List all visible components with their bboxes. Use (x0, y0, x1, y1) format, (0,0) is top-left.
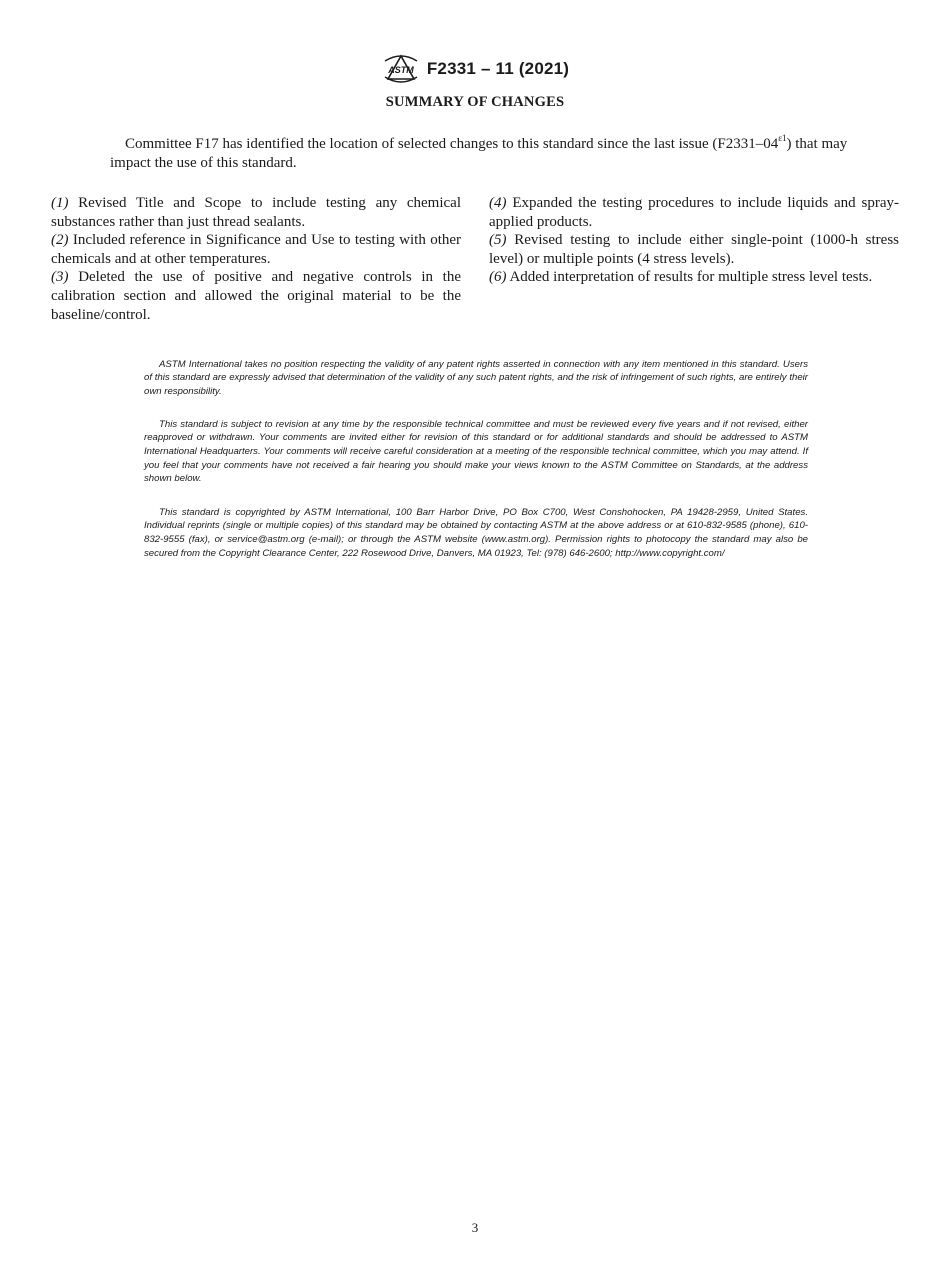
change-text: Revised Title and Scope to include testing any chemical substances rather than just thread sealants. (51, 195, 461, 230)
summary-intro (110, 135, 850, 173)
intro-superscript: ε1 (778, 133, 787, 143)
change-item (489, 194, 899, 231)
change-item (51, 194, 461, 231)
summary-title: SUMMARY OF CHANGES (385, 94, 565, 110)
change-number: (1) (51, 195, 69, 211)
intro-text: Committee F17 has identified the location of selected changes to this standard since the last issue (F2331–04 (125, 136, 779, 152)
revision-notice: This standard is subject to revision at any time by the responsible technical committee and must be reviewed every five years and if not revised, either reapproved or withdrawn. Your comments are invited either for revision of this standard or for additional standards and should be addressed to ASTM International Headquarters. Your comments will receive careful consideration at a meeting of the responsible technical committee, which you may attend. If you feel that your comments have not received a fair hearing you should make your views known to the ASTM Committee on Standards, at the address shown below. (144, 418, 808, 485)
logo-text: ASTM (388, 65, 414, 75)
change-item (51, 231, 461, 268)
change-item (489, 231, 899, 268)
intro-text-end: ) that may impact the use of this standard. (110, 136, 848, 171)
change-text: Included reference in Significance and Use to testing with other chemicals and at other temperatures. (51, 232, 462, 267)
change-text: Expanded the testing procedures to include liquids and spray-applied products. (489, 195, 899, 230)
change-number: (6) (489, 269, 507, 286)
change-number: (4) (489, 195, 507, 211)
change-number: (2) (51, 232, 69, 249)
astm-logo-icon (381, 53, 421, 85)
copyright-notice: This standard is copyrighted by ASTM International, 100 Barr Harbor Drive, PO Box C700, West Conshohocken, PA 19428-2959, United States. Individual reprints (single or multiple copies) of this standard may be obtained by contacting ASTM at the above address or at 610-832-9585 (phone), 610-832-9555 (fax), or service@astm.org (e-mail); or through the ASTM website (www.astm.org). Permission rights to photocopy the standard may also be secured from the Copyright Clearance Center, 222 Rosewood Drive, Danvers, MA 01923, Tel: (978) 646-2600; http://www.copyright.com/ (144, 506, 808, 559)
changes-left-column (51, 194, 461, 324)
standard-designation: F2331 – 11 (2021) (426, 59, 570, 78)
change-item (489, 268, 899, 287)
page-number: 3 (471, 1220, 479, 1235)
page-header (0, 52, 950, 86)
change-number: (3) (51, 269, 69, 286)
changes-right-column (489, 194, 899, 287)
change-text: Added interpretation of results for multiple stress level tests. (509, 269, 873, 286)
change-number: (5) (489, 232, 507, 249)
change-item (51, 268, 461, 324)
change-text: Deleted the use of positive and negative controls in the calibration section and allowed the original material to be the baseline/control. (51, 269, 461, 323)
patent-notice: ASTM International takes no position respecting the validity of any patent rights asserted in connection with any item mentioned in this standard. Users of this standard are expressly advised that determination of the validity of any such patent rights, and the risk of infringement of such rights, are entirely their own responsibility. (144, 358, 808, 397)
change-text: Revised testing to include either single-point (1000-h stress level) or multiple points (4 stress levels). (489, 232, 899, 267)
